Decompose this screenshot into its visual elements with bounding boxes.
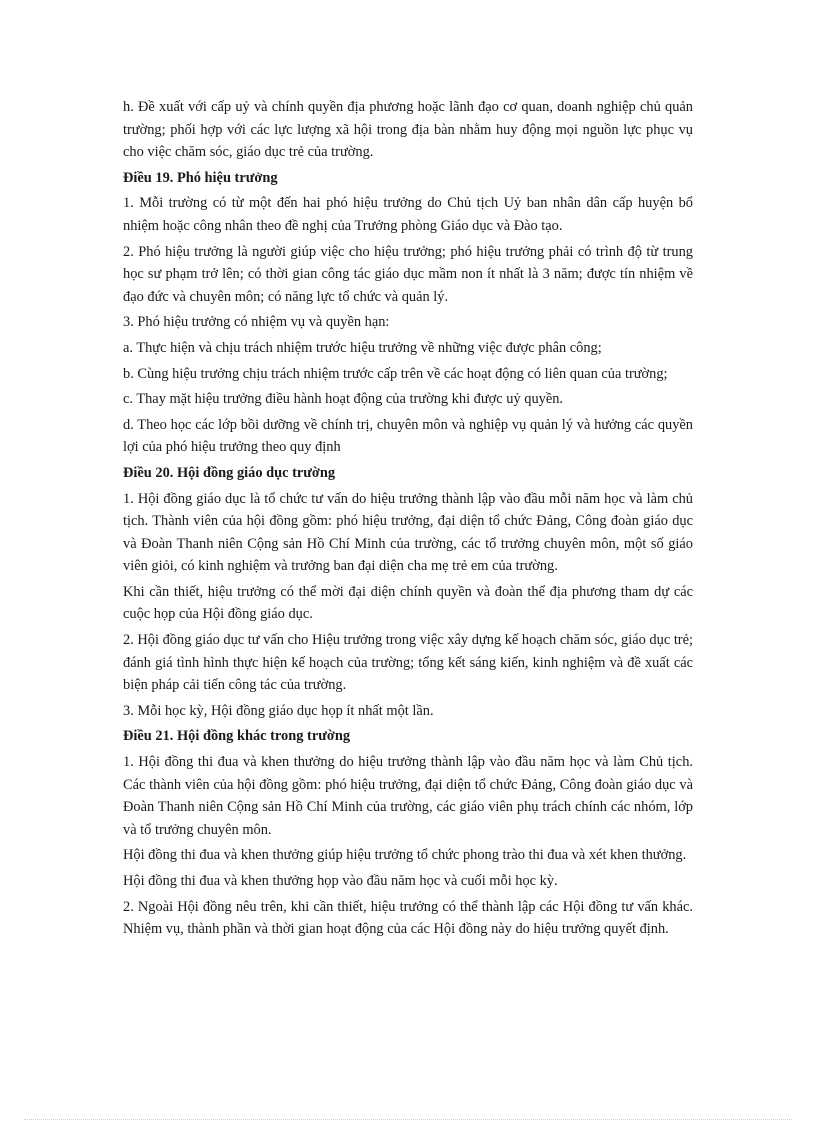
paragraph-19-3a: a. Thực hiện và chịu trách nhiệm trước hiệu trưởng về những việc được phân công; [123,339,602,356]
paragraph-19-3c: c. Thay mặt hiệu trưởng điều hành hoạt động của trường khi được uỷ quyền. [123,391,564,408]
page-bottom-divider [24,1119,792,1120]
paragraph-20-1: 1. Hội đồng giáo dục là tổ chức tư vấn do hiệu trưởng thành lập vào đầu mỗi năm học và làm chủ tịch. Thành viên của hội đồng gồm: phó hiệu trưởng, đại diện tổ chức Đảng, Công đoàn giáo dục và Đoàn Thanh niên Cộng sản Hồ Chí Minh của trường, các tổ trưởng chuyên môn, một số giáo viên giỏi, có kinh nghiệm và trưởng ban đại diện cha mẹ trẻ em của trường. [123,490,693,575]
paragraph-19-3b: b. Cùng hiệu trưởng chịu trách nhiệm trước cấp trên về các hoạt động có liên quan của trường; [123,365,668,382]
paragraph-h-proposal: h. Đề xuất với cấp uỷ và chính quyền địa phương hoặc lãnh đạo cơ quan, doanh nghiệp chủ quản trường; phối hợp với các lực lượng xã hội trong địa bàn nhằm huy động mọi nguồn lực phục vụ cho việc chăm sóc, giáo dục trẻ của trường. [123,99,693,161]
paragraph-19-1: 1. Mỗi trường có từ một đến hai phó hiệu trưởng do Chủ tịch Uỷ ban nhân dân cấp huyện bổ nhiệm hoặc công nhân theo đề nghị của Trưởng phòng Giáo dục và Đào tạo. [123,195,693,234]
heading-article-21: Điều 21. Hội đồng khác trong trường [123,728,351,745]
document-page [123,96,693,944]
heading-article-20: Điều 20. Hội đồng giáo dục trường [123,464,336,481]
paragraph-19-3: 3. Phó hiệu trưởng có nhiệm vụ và quyền hạn: [123,314,390,331]
paragraph-21-1-purpose: Hội đồng thi đua và khen thưởng giúp hiệu trưởng tổ chức phong trào thi đua và xét khen thưởng. [123,847,687,864]
paragraph-20-2: 2. Hội đồng giáo dục tư vấn cho Hiệu trưởng trong việc xây dựng kế hoạch chăm sóc, giáo dục trẻ; đánh giá tình hình thực hiện kế hoạch của trường; tổng kết sáng kiến, kinh nghiệm và đề xuất các biện pháp cải tiến công tác của trường. [123,632,693,694]
paragraph-20-3: 3. Mỗi học kỳ, Hội đồng giáo dục họp ít nhất một lần. [123,702,434,719]
paragraph-21-1-meeting: Hội đồng thi đua và khen thưởng họp vào đầu năm học và cuối mỗi học kỳ. [123,873,558,889]
paragraph-20-1-note: Khi cần thiết, hiệu trưởng có thể mời đại diện chính quyền và đoàn thể địa phương tham dự các cuộc họp của Hội đồng giáo dục. [123,583,693,623]
paragraph-21-1: 1. Hội đồng thi đua và khen thưởng do hiệu trưởng thành lập vào đầu năm học và làm Chủ tịch. Các thành viên của hội đồng gồm: phó hiệu trưởng, đại diện tổ chức Đảng, Công đoàn giáo dục và Đoàn Thanh niên Cộng sản Hồ Chí Minh của trường, các giáo viên phụ trách chính các nhóm, lớp và tổ trưởng chuyên môn. [123,754,693,838]
heading-article-19: Điều 19. Phó hiệu trưởng [123,169,278,186]
paragraph-21-2: 2. Ngoài Hội đồng nêu trên, khi cần thiết, hiệu trưởng có thể thành lập các Hội đồng tư vấn khác. Nhiệm vụ, thành phần và thời gian hoạt động của các Hội đồng này do hiệu trưởng quyết định. [123,898,693,938]
paragraph-19-2: 2. Phó hiệu trưởng là người giúp việc cho hiệu trưởng; phó hiệu trưởng phải có trình độ từ trung học sư phạm trở lên; có thời gian công tác giáo dục mầm non ít nhất là 3 năm; được tín nhiệm về đạo đức và chuyên môn; có năng lực tổ chức và quản lý. [123,243,693,305]
paragraph-19-3d: d. Theo học các lớp bồi dưỡng về chính trị, chuyên môn và nghiệp vụ quản lý và hưởng các quyền lợi của phó hiệu trưởng theo quy định [123,416,693,456]
